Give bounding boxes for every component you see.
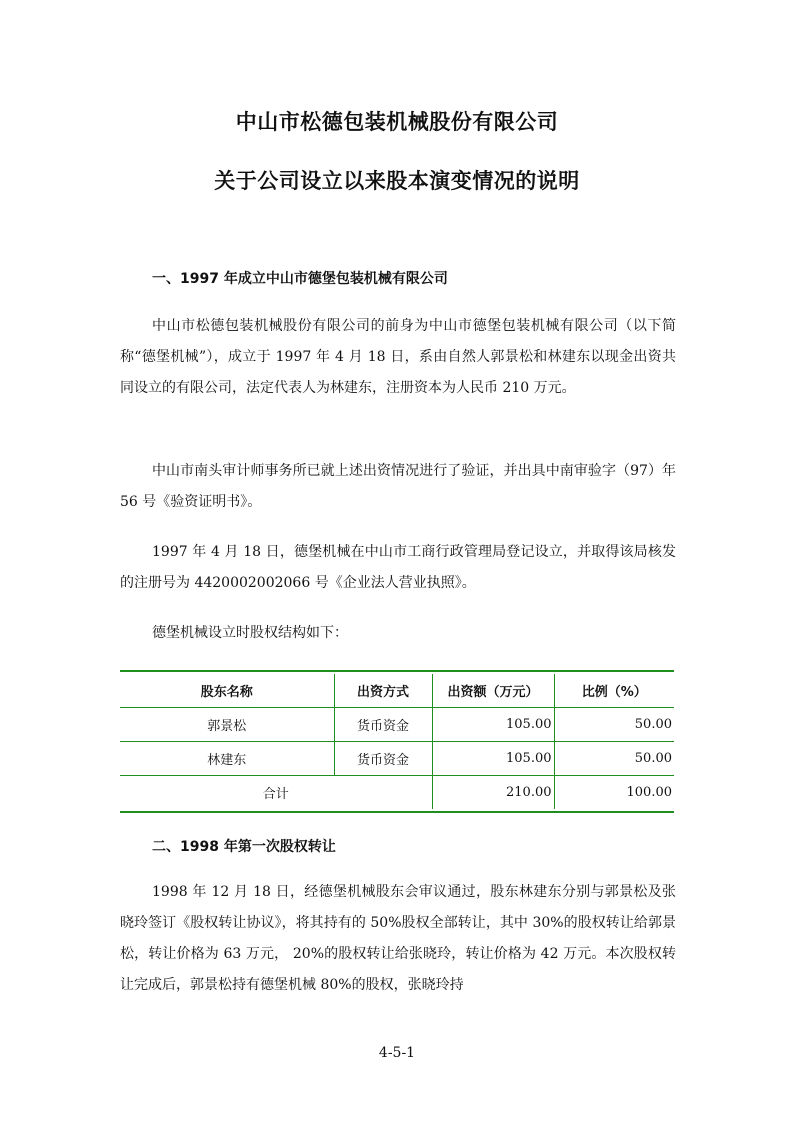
table-total-row (120, 776, 674, 810)
header-ratio: 比例（%） (554, 674, 674, 708)
document-title: 中山市松德包装机械股份有限公司 (235, 110, 559, 134)
header-contribution-amount: 出资额（万元） (432, 674, 554, 708)
cell-amount: 105.00 (432, 708, 554, 742)
cell-ratio: 50.00 (554, 742, 674, 776)
header-shareholder: 股东名称 (120, 674, 334, 708)
table-row (120, 742, 674, 776)
header-contribution-method: 出资方式 (334, 674, 432, 708)
table-header-row (120, 674, 674, 708)
page-number: 4-5-1 (378, 1045, 416, 1061)
document-subtitle: 关于公司设立以来股本演变情况的说明 (214, 169, 580, 193)
section-1-paragraph-1: 中山市松德包装机械股份有限公司的前身为中山市德堡包装机械有限公司（以下简称“德堡机械”），成立于 1997 年 4 月 18 日，系由自然人郭景松和林建东以现金出资共同设立的有限公司，法定代表人为林建东，注册资本为人民币 210 万元。 (120, 318, 676, 396)
equity-structure-table (120, 670, 674, 813)
table-bottom-rule (120, 811, 674, 813)
cell-shareholder: 林建东 (120, 742, 334, 776)
section-1-heading: 一、1997 年成立中山市德堡包装机械有限公司 (152, 271, 448, 287)
cell-method: 货币资金 (334, 708, 432, 742)
section-2-heading: 二、1998 年第一次股权转让 (152, 839, 336, 855)
cell-total-amount: 210.00 (432, 776, 554, 810)
section-2-paragraph-1: 1998 年 12 月 18 日，经德堡机械股东会审议通过，股东林建东分别与郭景松及张晓玲签订《股权转让协议》，将其持有的 50%股权全部转让，其中 30%的股权转让给郭景松，转让价格为 63 万元， 20%的股权转让给张晓玲，转让价格为 42 万元。本次股权转让完成后，郭景松持有德堡机械 80%的股权，张晓玲持 (120, 884, 676, 993)
cell-method: 货币资金 (334, 742, 432, 776)
cell-amount: 105.00 (432, 742, 554, 776)
cell-shareholder: 郭景松 (120, 708, 334, 742)
table-row (120, 708, 674, 742)
cell-total-label: 合计 (120, 776, 432, 810)
section-1-paragraph-2: 中山市南头审计师事务所已就上述出资情况进行了验证，并出具中南审验字（97）年 56 号《验资证明书》。 (120, 463, 676, 510)
section-1-paragraph-3: 1997 年 4 月 18 日，德堡机械在中山市工商行政管理局登记设立，并取得该局核发的注册号为 4420002002066 号《企业法人营业执照》。 (120, 544, 676, 591)
cell-ratio: 50.00 (554, 708, 674, 742)
cell-total-ratio: 100.00 (554, 776, 674, 810)
section-1-paragraph-4: 德堡机械设立时股权结构如下： (152, 625, 348, 641)
